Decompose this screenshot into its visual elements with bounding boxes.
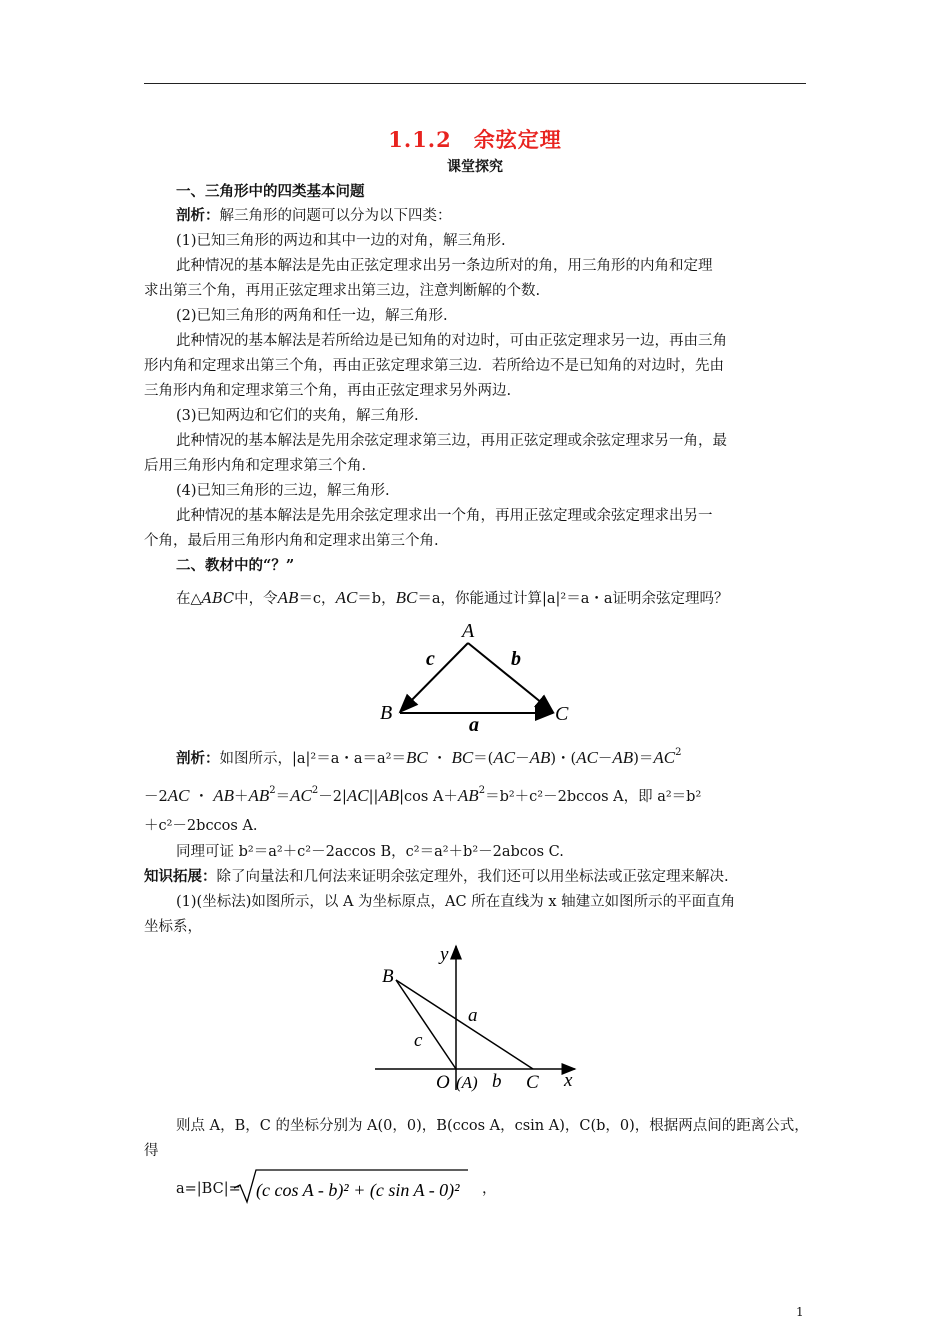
- ans-bars: ||: [368, 789, 379, 805]
- case3-text-b: 后用三角形内角和定理求第三个角.: [144, 458, 367, 474]
- ans-text: )＝: [633, 751, 654, 767]
- coordinate-figure: [370, 940, 590, 1100]
- label-B: B: [380, 702, 393, 724]
- label-x: x: [564, 1070, 573, 1091]
- vec-ac: AC: [653, 748, 676, 767]
- formula-tail: ，: [482, 1181, 497, 1197]
- side-c: [396, 980, 456, 1069]
- extension-line: [144, 867, 729, 887]
- ans-eq: ＝: [275, 789, 291, 805]
- vec-bc: BC: [405, 748, 428, 767]
- case2-text-b: 形内角和定理求出第三个角，再由正弦定理求第三边．若所给边不是已知角的对边时，先由: [144, 358, 724, 374]
- ans-text: －2: [144, 789, 168, 805]
- label-c: c: [426, 648, 435, 670]
- vec-ab: AB: [612, 748, 634, 767]
- vec-ac: AC: [290, 786, 312, 805]
- vec-ab: AB: [378, 786, 400, 805]
- vec-ac: AC: [346, 786, 369, 805]
- label-a: a: [468, 1005, 478, 1026]
- ans-dot: ・: [194, 789, 209, 805]
- radicand: (c cos A - b)² + (c sin A - 0)²: [256, 1180, 460, 1200]
- q-eq-a: ＝a，你能通过计算|a|²＝a・a证明余弦定理吗？: [417, 591, 729, 607]
- case4: (4)已知三角形的三边，解三角形.: [176, 483, 390, 499]
- vec-ab: AB: [277, 588, 299, 607]
- page-title: 1.1.2 余弦定理: [388, 127, 562, 152]
- coord-method-a: (1)(坐标法)如图所示，以 A 为坐标原点，AC 所在直线为 x 轴建立如图所示的平面直角: [176, 894, 736, 910]
- label-A-origin: (A): [456, 1073, 478, 1092]
- ans-text: )・(: [550, 751, 577, 767]
- triangle-figure: [370, 618, 580, 736]
- case2-text-a: 此种情况的基本解法是若所给边是已知角的对边时，可由正弦定理求另一边，再由三角: [176, 333, 727, 349]
- case2-text-c: 三角形内角和定理求第三个角，再由正弦定理求另外两边.: [144, 383, 512, 399]
- case4-text-b: 个角，最后用三角形内角和定理求出第三个角.: [144, 533, 439, 549]
- answer-line-1: [176, 748, 681, 771]
- ans-text: －2|: [318, 789, 347, 805]
- superscript: 2: [269, 785, 276, 796]
- ans-text: ＝b²＋c²－2bccos A，即 a²＝b²: [485, 789, 702, 805]
- coord-method-b: 坐标系，: [144, 919, 202, 935]
- vec-ac: AC: [335, 588, 358, 607]
- coords-text-a: 则点 A，B，C 的坐标分别为 A(0，0)，B(ccos A，csin A)，C(b，0)，根据两点间的距离公式，: [176, 1118, 809, 1134]
- q-eq-c: ＝c，: [298, 591, 336, 607]
- section2-heading: 二、教材中的“？”: [176, 557, 295, 574]
- side-a: [396, 980, 533, 1069]
- label-c: c: [414, 1030, 423, 1051]
- label-C: C: [555, 703, 569, 725]
- coords-text-b: 得: [144, 1143, 159, 1159]
- q-mid: 中，令: [234, 591, 278, 607]
- answer-line-3: ＋c²－2bccos A.: [144, 818, 258, 834]
- q-eq-b: ＝b，: [357, 591, 396, 607]
- formula-lhs: a=|BC|=: [176, 1181, 241, 1197]
- label-O: O: [436, 1072, 450, 1093]
- intro-text: 解三角形的问题可以分为以下四类：: [219, 208, 452, 224]
- superscript: 2: [675, 747, 682, 758]
- page-number: 1: [796, 1305, 804, 1319]
- vec-ab: AB: [457, 786, 479, 805]
- label-A: A: [462, 620, 475, 642]
- header-rule: [144, 83, 806, 84]
- section1-intro: [176, 206, 452, 226]
- vec-bc: BC: [395, 588, 418, 607]
- label-b: b: [511, 648, 521, 670]
- label-a: a: [469, 714, 479, 736]
- label-B: B: [382, 966, 394, 987]
- ans-text: ＝(: [473, 751, 494, 767]
- ans-minus: －: [515, 751, 530, 767]
- case2: (2)已知三角形的两角和任一边，解三角形.: [176, 308, 448, 324]
- superscript: 2: [311, 785, 319, 796]
- q-abc: ABC: [201, 591, 235, 607]
- vec-ab: AB: [213, 786, 234, 805]
- answer-label: 剖析：: [176, 750, 220, 767]
- vec-ac: AC: [493, 748, 516, 767]
- ans-minus: －: [597, 751, 613, 767]
- label-y: y: [440, 944, 449, 965]
- answer-line-2: [144, 786, 701, 809]
- sqrt-formula: [232, 1166, 492, 1206]
- superscript: 2: [478, 785, 486, 796]
- section1-heading: 一、三角形中的四类基本问题: [176, 183, 365, 200]
- extension-text: 除了向量法和几何法来证明余弦定理外，我们还可以用坐标法或正弦定理来解决.: [216, 869, 729, 885]
- q-pre: 在△: [176, 591, 202, 607]
- extension-label: 知识拓展：: [144, 868, 217, 885]
- case1: (1)已知三角形的两边和其中一边的对角，解三角形.: [176, 233, 506, 249]
- vec-ac: AC: [576, 748, 598, 767]
- case1-text-b: 求出第三个角，再用正弦定理求出第三边，注意判断解的个数.: [144, 283, 541, 299]
- answer-line-4: 同理可证 b²＝a²＋c²－2accos B，c²＝a²＋b²－2abcos C.: [176, 844, 564, 860]
- ans-plus: ＋: [233, 789, 249, 805]
- ans-text: |cos A＋: [399, 789, 458, 805]
- vec-ac: AC: [167, 786, 190, 805]
- label-b: b: [492, 1071, 502, 1092]
- case1-text-a: 此种情况的基本解法是先由正弦定理求出另一条边所对的角，用三角形的内角和定理: [176, 258, 713, 274]
- ans-text: 如图所示，|a|²＝a・a＝a²＝: [219, 751, 406, 767]
- label-C: C: [526, 1072, 539, 1093]
- ans-dot: ・: [432, 751, 447, 767]
- vec-ab: AB: [529, 748, 551, 767]
- intro-label: 剖析：: [176, 207, 220, 224]
- case4-text-a: 此种情况的基本解法是先用余弦定理求出一个角，再用正弦定理或余弦定理求出另一: [176, 508, 713, 524]
- question-line: [176, 588, 729, 609]
- case3-text-a: 此种情况的基本解法是先用余弦定理求第三边，再用正弦定理或余弦定理求另一角，最: [176, 433, 727, 449]
- vec-ab: AB: [248, 786, 270, 805]
- case3: (3)已知两边和它们的夹角，解三角形.: [176, 408, 419, 424]
- vec-bc: BC: [451, 748, 474, 767]
- page-subtitle: 课堂探究: [447, 159, 503, 175]
